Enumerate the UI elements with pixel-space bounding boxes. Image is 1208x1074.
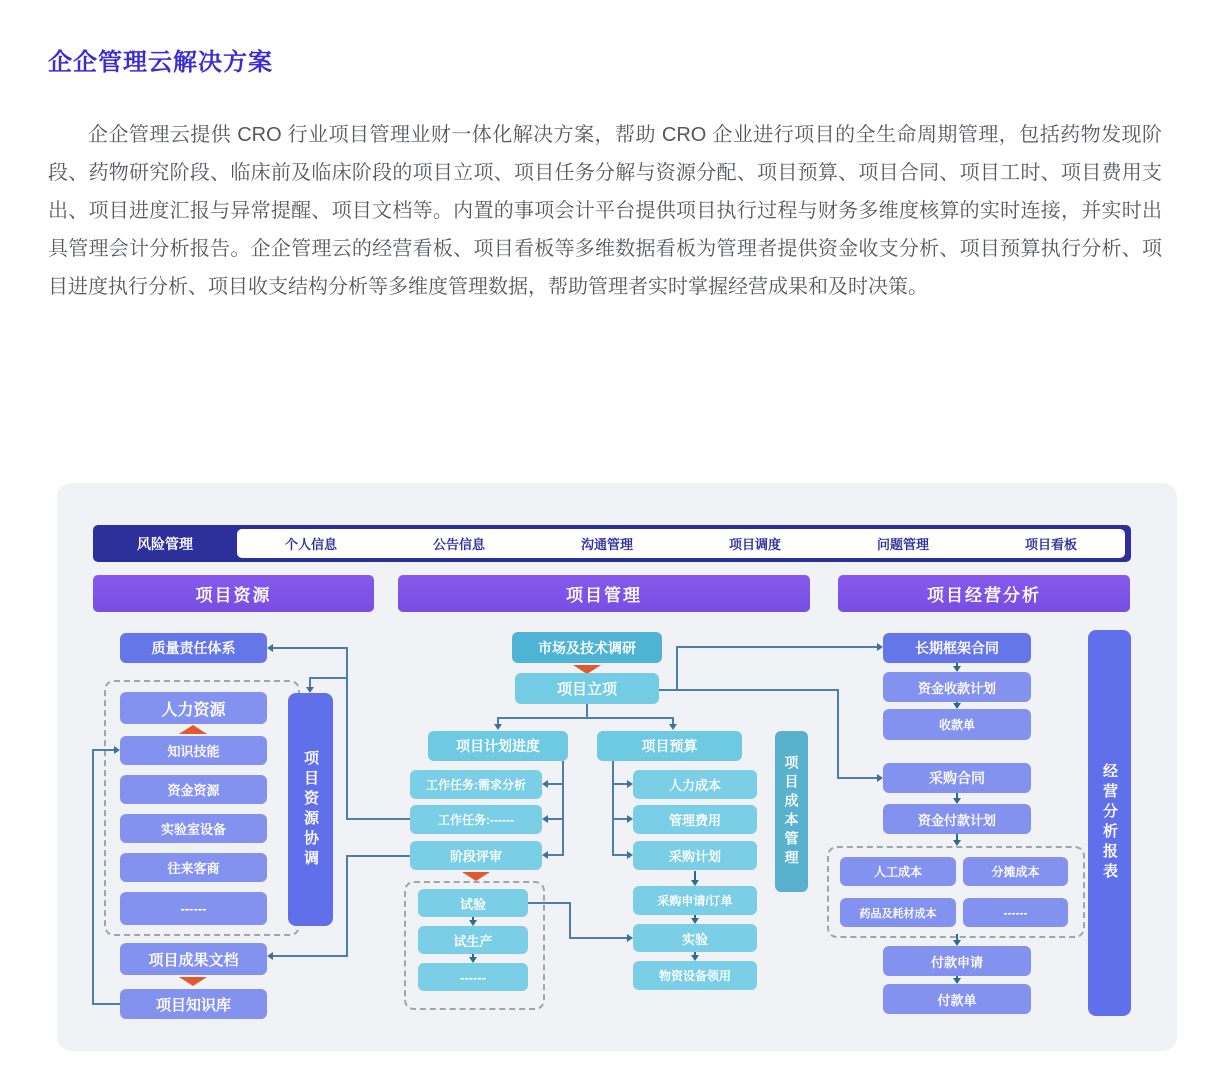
box-project-result-documents: 项目成果文档: [120, 943, 267, 975]
box-experiment: 实验: [633, 924, 757, 952]
connector-arrow: [627, 780, 633, 788]
connector-line: [569, 902, 571, 939]
connector-line: [677, 646, 877, 648]
intro-paragraph: 企企管理云提供 CRO 行业项目管理业财一体化解决方案，帮助 CRO 企业进行项目的全生命周期管理，包括药物发现阶段、药物研究阶段、临床前及临床阶段的项目立项、项目任务分解与资源分配、项目预算、项目合同、项目工时、项目费用支出、项目进度汇报与异常提醒、项目文档等。内置的事项会计平台提供项目执行过程与财务多维度核算的实时连接，并实时出具管理会计分析报告。企企管理云的经营看板、项目看板等多维数据看板为管理者提供资金收支分析、项目预算执行分析、项目进度执行分析、项目收支结构分析等多维度管理数据，帮助管理者实时掌握经营成果和及时决策。: [48, 124, 1162, 298]
box-resources-ellipsis: ------: [120, 892, 267, 925]
connector-line: [273, 647, 347, 649]
orange-up-triangle: [179, 725, 207, 734]
box-payment-bill: 付款单: [883, 984, 1031, 1014]
connector-line: [586, 704, 588, 718]
connector-arrow: [627, 851, 633, 859]
connector-arrow: [627, 815, 633, 823]
nav-item-project-scheduling: 项目调度: [728, 537, 781, 552]
nav-pill: [237, 529, 1125, 558]
box-stage-review: 阶段评审: [410, 841, 542, 870]
box-project-initiation: 项目立项: [515, 673, 659, 704]
connector-arrow: [627, 934, 633, 942]
connector-line: [614, 783, 627, 785]
box-human-resources: 人力资源: [120, 692, 267, 724]
bar-project-cost-management: 项目成本管理: [775, 731, 808, 892]
connector-line: [676, 646, 678, 691]
box-labor-cost: 人力成本: [633, 770, 757, 799]
bar-operating-analysis-report: 经营分析报表: [1088, 630, 1131, 1016]
box-trial-ellipsis: ------: [418, 963, 528, 991]
connector-arrow: [494, 724, 502, 730]
connector-arrow: [877, 643, 883, 651]
box-quality-responsibility-system: 质量责任体系: [120, 633, 267, 663]
box-material-equipment-requisition: 物资设备领用: [633, 961, 757, 990]
box-drug-consumable-cost: 药品及耗材成本: [840, 898, 956, 927]
box-trial: 试验: [418, 889, 528, 917]
connector-arrow: [953, 840, 961, 846]
box-purchase-request-order: 采购申请/订单: [633, 886, 757, 915]
connector-arrow: [953, 978, 961, 984]
nav-item-project-board: 项目看板: [1024, 537, 1077, 552]
connector-arrow: [542, 815, 548, 823]
connector-line: [612, 761, 614, 856]
connector-arrow: [691, 955, 699, 961]
connector-line: [346, 647, 348, 820]
box-management-expense: 管理费用: [633, 805, 757, 834]
connector-line: [570, 937, 627, 939]
box-payment-request: 付款申请: [883, 946, 1031, 976]
nav-item-risk-management: 风险管理: [137, 535, 193, 552]
box-receipt-plan: 资金收款计划: [883, 672, 1031, 702]
connector-arrow: [542, 851, 548, 859]
page-title: 企企管理云解决方案: [48, 49, 273, 76]
section-header-project-resources: 项目资源: [93, 575, 374, 612]
connector-arrow: [953, 703, 961, 709]
connector-line: [838, 777, 877, 779]
connector-arrow: [114, 746, 120, 754]
box-project-plan-progress: 项目计划进度: [428, 731, 568, 761]
box-capital-resources: 资金资源: [120, 775, 267, 804]
connector-arrow: [691, 918, 699, 924]
connector-arrow: [953, 666, 961, 672]
connector-arrow: [953, 798, 961, 804]
box-cost-ellipsis: ------: [963, 898, 1068, 927]
connector-line: [273, 955, 347, 957]
connector-line: [548, 854, 562, 856]
box-task-requirement-analysis: 工作任务:需求分析: [410, 770, 542, 799]
connector-line: [562, 761, 564, 856]
connector-arrow: [469, 920, 477, 926]
orange-down-triangle: [462, 872, 490, 881]
connector-line: [837, 689, 839, 779]
nav-item-issue-management: 问题管理: [876, 537, 929, 552]
box-knowledge-skills: 知识技能: [120, 736, 267, 765]
connector-line: [497, 717, 674, 719]
box-business-partners: 往来客商: [120, 853, 267, 882]
connector-arrow: [669, 724, 677, 730]
connector-line: [310, 677, 347, 679]
box-purchase-contract: 采购合同: [883, 763, 1031, 793]
connector-line: [346, 855, 348, 957]
connector-line: [309, 677, 311, 687]
connector-line: [347, 855, 410, 857]
box-project-knowledge-base: 项目知识库: [120, 989, 267, 1019]
box-task-ellipsis: 工作任务:------: [410, 805, 542, 834]
box-lab-equipment: 实验室设备: [120, 814, 267, 843]
box-receipt-bill: 收款单: [883, 709, 1031, 740]
connector-arrow: [542, 780, 548, 788]
connector-line: [92, 749, 94, 1005]
connector-arrow: [306, 687, 314, 693]
connector-line: [548, 818, 562, 820]
section-header-project-management: 项目管理: [398, 575, 810, 612]
connector-arrow: [691, 880, 699, 886]
connector-line: [548, 783, 562, 785]
connector-arrow: [469, 957, 477, 963]
solution-diagram: [57, 483, 1177, 1051]
connector-line: [659, 689, 838, 691]
box-allocated-cost: 分摊成本: [963, 857, 1068, 886]
box-market-tech-research: 市场及技术调研: [512, 632, 662, 663]
orange-down-triangle: [179, 977, 207, 986]
connector-line: [94, 749, 114, 751]
connector-arrow: [267, 952, 273, 960]
connector-line: [347, 818, 410, 820]
bar-project-resource-coordination: 项目资源协调: [288, 693, 333, 926]
diagram-navbar: [93, 525, 1131, 562]
connector-line: [94, 1003, 120, 1005]
connector-arrow: [953, 940, 961, 946]
nav-item-personal-info: 个人信息: [284, 537, 337, 552]
box-labor-cost-analysis: 人工成本: [840, 857, 956, 886]
box-procurement-plan: 采购计划: [633, 841, 757, 870]
box-payment-plan: 资金付款计划: [883, 804, 1031, 834]
connector-line: [694, 871, 696, 880]
connector-line: [528, 902, 570, 904]
connector-line: [614, 818, 627, 820]
section-header-operating-analysis: 项目经营分析: [838, 575, 1130, 612]
nav-item-communication: 沟通管理: [580, 537, 633, 552]
box-project-budget: 项目预算: [597, 731, 742, 761]
connector-arrow: [877, 774, 883, 782]
box-trial-production: 试生产: [418, 926, 528, 954]
box-longterm-framework-contract: 长期框架合同: [883, 633, 1031, 663]
nav-item-announcements: 公告信息: [432, 537, 485, 552]
connector-line: [614, 854, 627, 856]
